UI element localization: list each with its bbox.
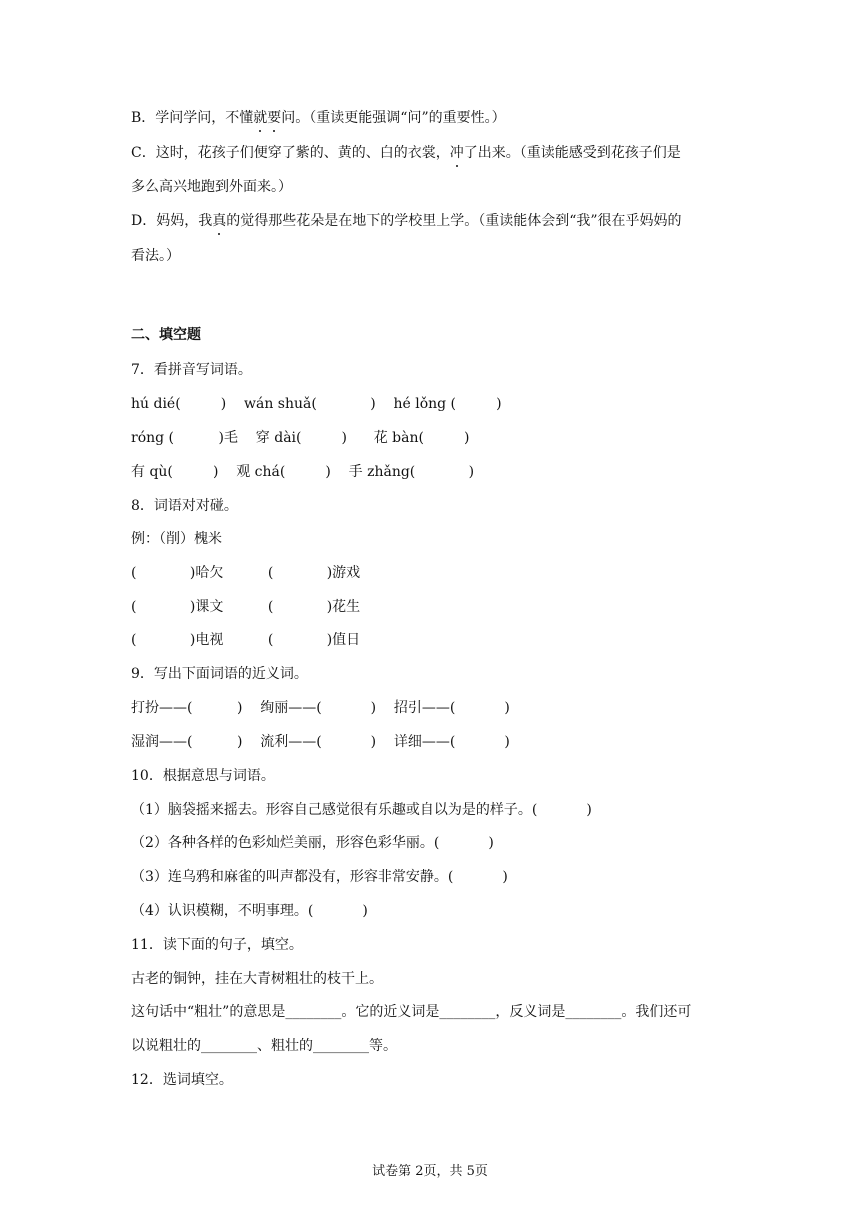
option-b [131,108,506,128]
q7-title: 7．看拼音写词语。 [131,362,252,378]
q12-title: 12．选词填空。 [131,1072,233,1088]
option-d-before: D．妈妈，我 [131,213,213,229]
q8-example: 例：（削）槐米 [131,531,222,547]
option-c-emphasis: 冲 [449,145,464,161]
q7-row-3: 有 qù( ) 观 chá( ) 手 zhǎng( ) [131,464,475,480]
q8-row-2: ( )课文 ( )花生 [131,599,361,615]
q9-row-2: 湿润——( ) 流利——( ) 详细——( ) [131,734,510,750]
option-c-before: C．这时，花孩子们便穿了紫的、黄的、白的衣裳， [131,145,450,161]
option-d-after: 的觉得那些花朵是在地下的学校里上学。（重读能体会到“我”很在乎妈妈的 [226,213,682,229]
option-b-after: 问。（重读更能强调“问”的重要性。） [281,110,506,126]
option-c-line-1 [131,143,681,163]
q10-item-1: （1）脑袋摇来摇去。形容自己感觉很有乐趣或自以为是的样子。( ) [131,802,592,818]
q10-item-2: （2）各种各样的色彩灿烂美丽，形容色彩华丽。( ) [131,835,494,851]
page-footer: 试卷第 2页，共 5页 [372,1164,488,1179]
option-b-before: B．学问学问，不懂 [131,110,254,126]
q10-title: 10．根据意思与词语。 [131,768,275,784]
q11-line-1: 这句话中“粗壮”的意思是________。它的近义词是________，反义词是________。我们还可 [131,1004,692,1020]
q8-row-1: ( )哈欠 ( )游戏 [131,565,361,581]
q9-row-1: 打扮——( ) 绚丽——( ) 招引——( ) [131,700,510,716]
option-d-emphasis: 真 [212,213,227,229]
q10-item-3: （3）连乌鸦和麻雀的叫声都没有，形容非常安静。( ) [131,869,508,885]
q9-title: 9．写出下面词语的近义词。 [131,666,308,682]
option-b-emphasis-1: 就 [253,110,268,126]
option-b-emphasis-2: 要 [267,110,282,126]
q11-sentence: 古老的铜钟，挂在大青树粗壮的枝干上。 [131,971,383,987]
q7-row-2: róng ( )毛 穿 dài( ) 花 bàn( ) [131,430,470,446]
q7-row-1: hú dié( ) wán shuǎ( ) hé lǒng ( ) [131,396,502,412]
option-d-line-1 [131,211,682,231]
q11-line-2: 以说粗壮的________、粗壮的________等。 [131,1038,397,1054]
option-d-line-2: 看法。） [131,248,180,264]
q8-title: 8．词语对对碰。 [131,498,238,514]
q8-row-3: ( )电视 ( )值日 [131,632,361,648]
q10-item-4: （4）认识模糊，不明事理。( ) [131,903,368,919]
option-c-after: 了出来。（重读能感受到花孩子们是 [463,145,681,161]
section-heading: 二、填空题 [131,327,201,343]
option-c-line-2: 多么高兴地跑到外面来。） [131,179,292,195]
q11-title: 11．读下面的句子，填空。 [131,937,303,953]
